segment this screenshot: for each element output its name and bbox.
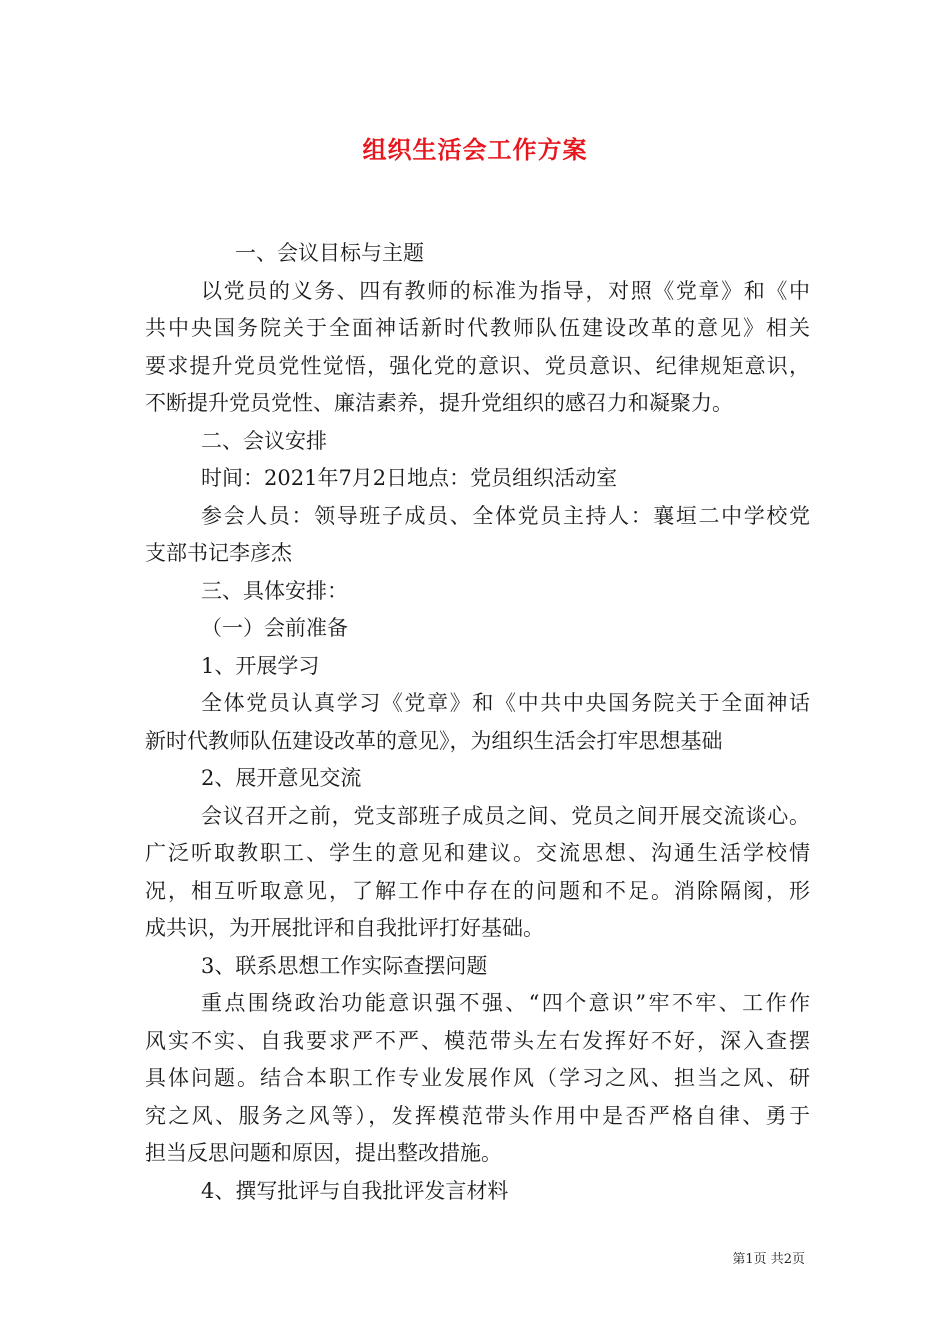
meeting-host: 支部书记李彦杰 — [145, 541, 292, 565]
page-number-footer: 第1页 共2页 — [732, 1252, 805, 1267]
meeting-attendees: 参会人员：领导班子成员、全体党员主持人：襄垣二中学校党 — [201, 503, 810, 528]
paragraph-line: 担当反思问题和原因，提出整改措施。 — [145, 1141, 502, 1165]
paragraph-line: 不断提升党员党性、廉洁素养，提升党组织的感召力和凝聚力。 — [145, 391, 733, 415]
item-heading-1: 1、开展学习 — [201, 653, 320, 678]
paragraph-line: 会议召开之前，党支部班子成员之间、党员之间开展交流谈心。 — [201, 803, 810, 828]
subsection-heading: （一）会前准备 — [201, 616, 348, 640]
paragraph-line: 广泛听取教职工、学生的意见和建议。交流思想、沟通生活学校情 — [145, 841, 810, 865]
paragraph-line: 以党员的义务、四有教师的标准为指导，对照《党章》和《中 — [201, 278, 810, 303]
paragraph-line: 究之风、服务之风等），发挥模范带头作用中是否严格自律、勇于 — [145, 1103, 810, 1128]
section-heading-2: 二、会议安排 — [201, 428, 327, 453]
paragraph-line: 新时代教师队伍建设改革的意见》，为组织生活会打牢思想基础 — [145, 728, 723, 753]
paragraph-line: 全体党员认真学习《党章》和《中共中央国务院关于全面神话 — [201, 691, 810, 715]
paragraph-line: 具体问题。结合本职工作专业发展作风（学习之风、担当之风、研 — [145, 1066, 810, 1090]
item-heading-3: 3、联系思想工作实际查摆问题 — [201, 953, 488, 978]
item-heading-2: 2、展开意见交流 — [201, 766, 362, 790]
paragraph-line: 成共识，为开展批评和自我批评打好基础。 — [145, 916, 544, 940]
paragraph-line: 共中央国务院关于全面神话新时代教师队伍建设改革的意见》相关 — [145, 316, 810, 340]
document-body — [145, 235, 810, 1210]
section-heading-1: 一、会议目标与主题 — [235, 241, 424, 265]
paragraph-line: 风实不实、自我要求严不严、模范带头左右发挥好不好，深入查摆 — [145, 1028, 810, 1053]
section-heading-3: 三、具体安排： — [201, 578, 348, 603]
document-title: 组织生活会工作方案 — [362, 135, 588, 164]
paragraph-line: 况，相互听取意见，了解工作中存在的问题和不足。消除隔阂，形 — [145, 878, 810, 903]
item-heading-4: 4、撰写批评与自我批评发言材料 — [201, 1178, 509, 1203]
meeting-time-place: 时间：2021年7月2日地点：党员组织活动室 — [201, 466, 618, 490]
paragraph-line: 重点围绕政治功能意识强不强、“四个意识”牢不牢、工作作 — [201, 991, 810, 1015]
paragraph-line: 要求提升党员党性觉悟，强化党的意识、党员意识、纪律规矩意识， — [145, 353, 810, 378]
